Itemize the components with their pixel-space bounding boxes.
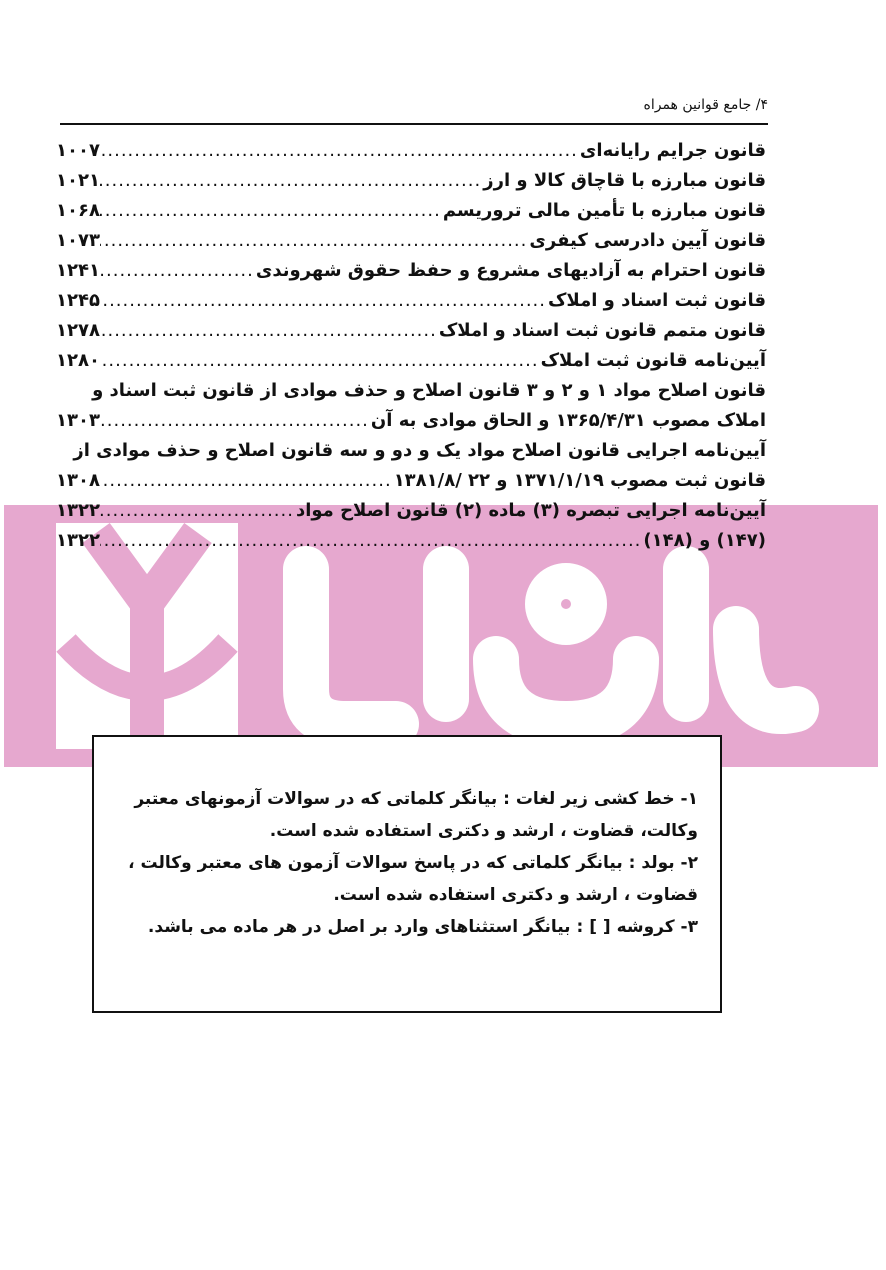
toc-page: ۱۳۲۲ bbox=[56, 500, 100, 521]
toc-page: ۱۲۴۵ bbox=[56, 290, 100, 311]
toc-title: قانون مبارزه با تأمین مالی تروریسم bbox=[442, 200, 766, 221]
toc-title: آیین‌نامه قانون ثبت املاک bbox=[540, 350, 766, 371]
toc-page: ۱۰۷۳ bbox=[56, 230, 100, 251]
toc-page: ۱۰۲۱ bbox=[56, 170, 100, 191]
toc-title: (۱۴۷) و (۱۴۸) bbox=[643, 530, 766, 551]
toc-entry[interactable] bbox=[56, 466, 766, 496]
toc-entry[interactable] bbox=[56, 166, 766, 196]
toc-entry[interactable] bbox=[56, 496, 766, 526]
toc-entry[interactable] bbox=[56, 406, 766, 436]
toc-leader bbox=[100, 136, 580, 166]
table-of-contents bbox=[56, 136, 766, 556]
toc-title: قانون مبارزه با قاچاق کالا و ارز bbox=[483, 170, 766, 191]
toc-page: ۱۰۶۸ bbox=[56, 200, 100, 221]
toc-leader bbox=[100, 256, 256, 286]
toc-title: آیین‌نامه اجرایی تبصره (۳) ماده (۲) قانون اصلاح مواد bbox=[295, 500, 766, 521]
toc-title: قانون جرایم رایانه‌ای bbox=[579, 140, 766, 161]
toc-leader bbox=[100, 496, 296, 526]
toc-title: قانون احترام به آزادیهای مشروع و حفظ حقوق شهروندی bbox=[255, 260, 766, 281]
header-title: ۴/ جامع قوانین همراه bbox=[643, 97, 768, 113]
toc-entry[interactable] bbox=[56, 286, 766, 316]
note-line: ۲- بولد : بیانگر کلماتی که در پاسخ سوالات آزمون های معتبر وکالت ، bbox=[128, 853, 698, 873]
toc-leader bbox=[100, 316, 439, 346]
note-line: ۱- خط کشی زیر لغات : بیانگر کلماتی که در سوالات آزمونهای معتبر bbox=[134, 789, 698, 809]
toc-entry[interactable] bbox=[56, 256, 766, 286]
legend-box bbox=[92, 735, 722, 1013]
legend-notes bbox=[112, 783, 698, 943]
toc-leader bbox=[100, 196, 443, 226]
toc-page: ۱۳۰۳ bbox=[56, 410, 100, 431]
toc-leader bbox=[100, 166, 483, 196]
toc-page: ۱۲۷۸ bbox=[56, 320, 100, 341]
toc-leader bbox=[100, 226, 529, 256]
toc-page: ۱۳۲۲ bbox=[56, 530, 100, 551]
toc-leader bbox=[100, 526, 643, 556]
toc-entry[interactable] bbox=[56, 196, 766, 226]
note-line: وکالت، قضاوت ، ارشد و دکتری استفاده شده است. bbox=[269, 821, 698, 841]
toc-entry[interactable] bbox=[56, 136, 766, 166]
toc-leader bbox=[100, 466, 394, 496]
toc-title: قانون متمم قانون ثبت اسناد و املاک bbox=[438, 320, 766, 341]
toc-entry[interactable] bbox=[56, 346, 766, 376]
toc-title-line1: قانون اصلاح مواد ۱ و ۲ و ۳ قانون اصلاح و حذف موادی از قانون ثبت اسناد و bbox=[92, 380, 766, 401]
note-line: قضاوت ، ارشد و دکتری استفاده شده است. bbox=[333, 885, 698, 905]
toc-page: ۱۲۴۱ bbox=[56, 260, 100, 281]
page-header bbox=[60, 93, 768, 125]
toc-entry[interactable] bbox=[56, 226, 766, 256]
toc-title: قانون ثبت مصوب ۱۳۷۱/۱/۱۹ و ۲۲ /۱۳۸۱/۸ bbox=[393, 470, 766, 491]
watermark-emblem-icon bbox=[56, 523, 238, 749]
toc-leader bbox=[100, 346, 541, 376]
toc-leader bbox=[100, 406, 371, 436]
toc-title: املاک مصوب ۱۳۶۵/۴/۳۱ و الحاق موادی به آن bbox=[370, 410, 766, 431]
toc-entry[interactable] bbox=[56, 526, 766, 556]
toc-title-line1: آیین‌نامه اجرایی قانون اصلاح مواد یک و دو و سه قانون اصلاح و حذف موادی از bbox=[73, 440, 766, 461]
note-line: ۳- کروشه [ ] : بیانگر استثناهای وارد بر اصل در هر ماده می باشد. bbox=[147, 917, 698, 937]
toc-leader bbox=[100, 286, 548, 316]
toc-page: ۱۲۸۰ bbox=[56, 350, 100, 371]
toc-entry[interactable] bbox=[56, 316, 766, 346]
toc-entry-line1[interactable] bbox=[56, 376, 766, 406]
toc-title: قانون آیین دادرسی کیفری bbox=[529, 230, 766, 251]
toc-entry-line1[interactable] bbox=[56, 436, 766, 466]
toc-page: ۱۳۰۸ bbox=[56, 470, 100, 491]
toc-page: ۱۰۰۷ bbox=[56, 140, 100, 161]
toc-title: قانون ثبت اسناد و املاک bbox=[548, 290, 766, 311]
